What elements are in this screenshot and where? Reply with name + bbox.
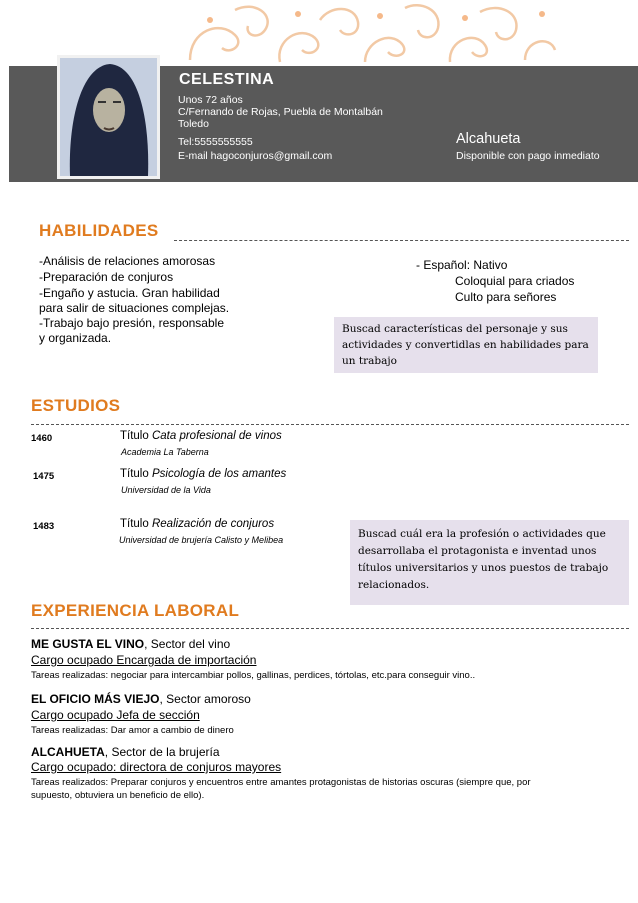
skill-item: y organizada. [39,331,112,345]
person-age: Unos 72 años [178,94,243,106]
section-title-habilidades: HABILIDADES [39,221,159,240]
study-institution: Universidad de brujería Calisto y Melibea [119,535,284,545]
decorative-swirls [180,0,560,66]
job-header: ALCAHUETA, Sector de la brujería [31,745,220,759]
job-tasks: Tareas realizados: Preparar conjuros y encuentros entre amantes protagonistas de historias oscuras (siempre que, por supuesto, obtuviera un beneficio de ello). [31,777,531,801]
person-email: E-mail hagoconjuros@gmail.com [178,150,333,162]
job-tasks: Tareas realizadas: negociar para intercambiar pollos, gallinas, perdices, tórtolas, etc.para conseguir vino.. [31,670,476,681]
study-year: 1475 [33,471,55,482]
job-header: EL OFICIO MÁS VIEJO, Sector amoroso [31,692,251,706]
study-degree: Título Psicología de los amantes [120,468,287,480]
skill-item: -Engaño y astucia. Gran habilidad [39,286,220,300]
language-item: Culto para señores [455,290,557,304]
person-city: Toledo [178,118,209,130]
job-position: Cargo ocupado: directora de conjuros mayores [31,760,282,774]
language-item: Coloquial para criados [455,274,575,288]
teacher-note-estudios: Buscad cuál era la profesión o actividades que desarrollaba el protagonista e inventad unos títulos universitarios y unos puestos de trabajo relacionados. [350,520,629,605]
study-institution: Academia La Taberna [121,447,209,457]
teacher-note-habilidades: Buscad características del personaje y sus actividades y convertidlas en habilidades para un trabajo [334,317,598,373]
language-item: - Español: Nativo [416,258,508,272]
skill-item: -Preparación de conjuros [39,270,174,284]
job-position: Cargo ocupado Jefa de sección [31,708,200,722]
section-title-experiencia: EXPERIENCIA LABORAL [31,601,240,620]
job-position: Cargo ocupado Encargada de importación [31,653,257,667]
person-availability: Disponible con pago inmediato [456,150,600,162]
profile-photo [57,55,160,179]
person-job-title: Alcahueta [456,131,521,147]
skill-item: -Análisis de relaciones amorosas [39,254,216,268]
job-tasks: Tareas realizadas: Dar amor a cambio de dinero [31,725,234,736]
study-year: 1460 [31,433,53,444]
study-degree: Título Realización de conjuros [120,518,275,530]
skill-item: para salir de situaciones complejas. [39,301,230,315]
study-institution: Universidad de la Vida [121,485,211,495]
section-divider [174,240,629,241]
section-divider [31,628,629,629]
section-divider [31,424,629,425]
study-degree: Título Cata profesional de vinos [120,430,282,442]
person-name: CELESTINA [179,71,275,88]
person-phone: Tel:5555555555 [178,136,253,148]
section-title-estudios: ESTUDIOS [31,396,121,415]
person-address: C/Fernando de Rojas, Puebla de Montalbán [178,106,383,118]
job-header: ME GUSTA EL VINO, Sector del vino [31,637,231,651]
study-year: 1483 [33,521,55,532]
skill-item: -Trabajo bajo presión, responsable [39,316,224,330]
